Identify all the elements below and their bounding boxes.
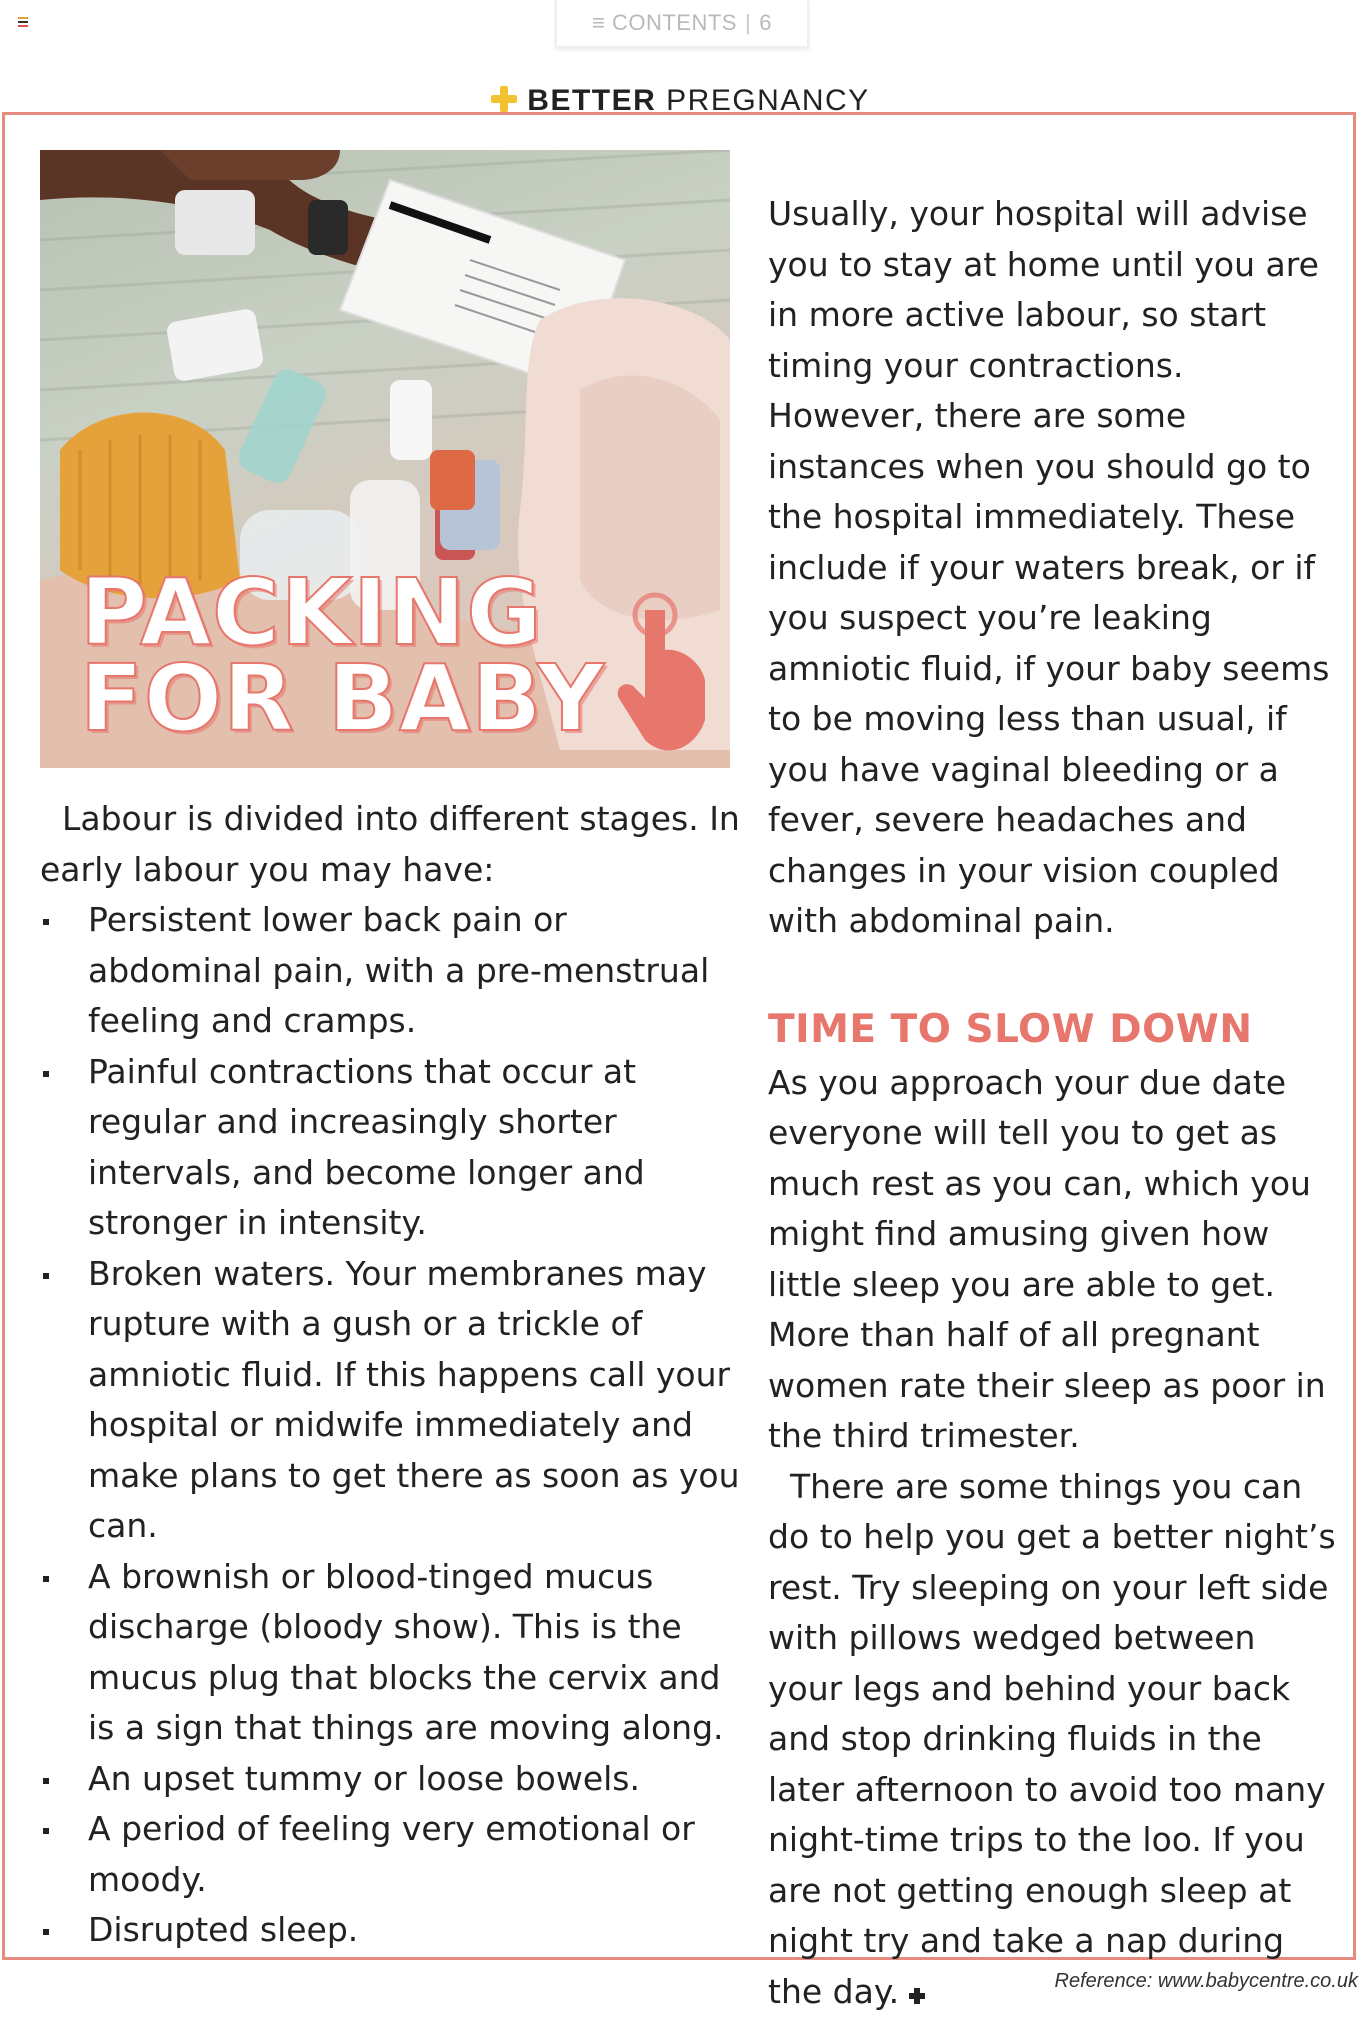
list-item: Persistent lower back pain or abdominal pain, with a pre-menstrual feeling and cramps. [40, 895, 740, 1047]
hero-title-line2: FOR BABY [80, 645, 605, 752]
plus-icon [491, 86, 517, 112]
list-item: Painful contractions that occur at regular and increasingly shorter intervals, and become longer and stronger in intensity. [40, 1047, 740, 1249]
list-item: A period of feeling very emotional or moody. [40, 1804, 740, 1905]
intro-paragraph: Labour is divided into different stages. In early labour you may have: [40, 794, 740, 895]
section-heading: TIME TO SLOW DOWN [768, 1002, 1338, 1058]
left-column [40, 794, 740, 1956]
reference-footnote: Reference: www.babycentre.co.uk [0, 1970, 1361, 1993]
page-number: 6 [759, 10, 772, 36]
hero-title-line1: PACKING [80, 559, 543, 666]
sleep-tips-text: There are some things you can do to help you get a better night’s rest. Try sleeping on your left side with pillows wedged between your legs and behind your back and stop drinking fluids in the later afternoon to avoid too many night-time trips to the loo. If you are not getting enough sleep at night try and take a nap during the day. [768, 1467, 1336, 2011]
hero-photo[interactable] [40, 150, 730, 768]
contents-tab[interactable] [555, 0, 809, 48]
list-item: A brownish or blood-tinged mucus discharge (bloody show). This is the mucus plug that blocks the cervix and is a sign that things are moving along. [40, 1552, 740, 1754]
list-item: Broken waters. Your membranes may rupture with a gush or a trickle of amniotic fluid. If this happens call your hospital or midwife immediately and make plans to get there as soon as you can. [40, 1249, 740, 1552]
section-title-bold: BETTER [527, 84, 656, 117]
contents-menu-icon: ≡ [592, 10, 612, 36]
rest-paragraph: As you approach your due date everyone will tell you to get as much rest as you can, which you might find amusing given how little sleep you are able to get. More than half of all pregnant women rate their sleep as poor in the third trimester. [768, 1058, 1338, 1462]
hero-title [80, 570, 605, 742]
right-column [768, 189, 1338, 2017]
section-title-light: PREGNANCY [666, 84, 870, 117]
contents-label: CONTENTS [612, 10, 737, 36]
sleep-tips-paragraph [768, 1462, 1338, 2017]
hospital-paragraph: Usually, your hospital will advise you to stay at home until you are in more active labour, so start timing your contractions. However, there are some instances when you should go to the hospital immediately. These include if your waters break, or if you suspect you’re leaking amniotic fluid, if your baby seems to be moving less than usual, if you have vaginal bleeding or a fever, severe headaches and changes in your vision coupled with abdominal pain. [768, 189, 1338, 947]
symptom-list [40, 895, 740, 1956]
list-item: Disrupted sleep. [40, 1905, 740, 1956]
list-item: An upset tummy or loose bowels. [40, 1754, 740, 1805]
hamburger-menu-icon[interactable] [18, 17, 28, 27]
contents-separator: | [745, 10, 751, 36]
